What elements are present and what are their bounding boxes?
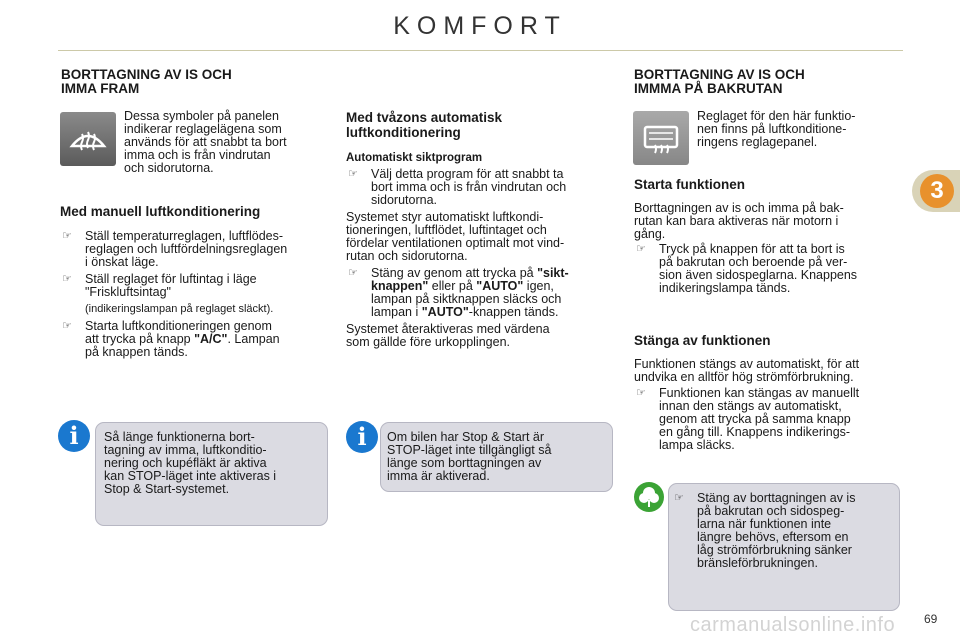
ac-label: "A/C" xyxy=(194,332,228,346)
eco-icon-wrap xyxy=(634,482,664,512)
start-heading: Starta funktionen xyxy=(634,177,746,192)
eco-line: Stäng av borttagningen av is xyxy=(697,491,856,505)
left-heading xyxy=(61,68,326,96)
bullet-line: genom att trycka på samma knapp xyxy=(659,412,851,426)
eco-line: larna när funktionen inte xyxy=(697,517,832,531)
page-title: KOMFORT xyxy=(393,12,567,40)
para-line: Systemet återaktiveras med värdena xyxy=(346,322,550,336)
info-line: Så länge funktionerna bort- xyxy=(104,430,255,444)
title-divider xyxy=(58,50,903,51)
para-line: rutan och sidorutorna. xyxy=(346,249,468,263)
bullet-line: Funktionen kan stängas av manuellt xyxy=(659,386,860,400)
list-item xyxy=(346,168,616,207)
rear-defrost-icon xyxy=(633,111,689,165)
bullet-line: lampa släcks. xyxy=(659,438,735,452)
bullet-line: Tryck på knappen för att ta bort is xyxy=(659,242,845,256)
pointing-hand-icon: ☞ xyxy=(348,267,358,279)
para-line: undvika en alltför hög strömförbrukning. xyxy=(634,370,854,384)
left-intro-line: används för att snabbt ta bort xyxy=(124,135,287,149)
bullet-line: sidorutorna. xyxy=(371,193,438,207)
left-heading-line2: IMMA FRAM xyxy=(61,81,140,96)
bullet-line xyxy=(371,306,616,319)
intro-line: nen finns på luftkonditione- xyxy=(697,122,847,136)
left-intro-line: indikerar reglagelägena som xyxy=(124,122,282,136)
pointing-hand-icon: ☞ xyxy=(62,320,72,332)
info-line: kan STOP-läget inte aktiveras i xyxy=(104,469,277,483)
heading-line: Med tvåzons automatisk xyxy=(346,110,503,125)
pointing-hand-icon: ☞ xyxy=(674,492,684,504)
bullet-line: innan den stängs av automatiskt, xyxy=(659,399,842,413)
auto-ac-heading xyxy=(346,110,616,140)
list-item xyxy=(60,230,330,269)
bullet-line: Välj detta program för att snabbt ta xyxy=(371,167,564,181)
list-item xyxy=(634,243,902,295)
eco-line: låg strömförbrukning sänker xyxy=(697,543,852,557)
list-item xyxy=(60,320,330,359)
pointing-hand-icon: ☞ xyxy=(636,387,646,399)
page-number: 69 xyxy=(924,612,938,626)
bullet-line: reglagen och luftfördelningsreglagen xyxy=(85,242,288,256)
auto-visibility-subheading: Automatiskt siktprogram xyxy=(346,152,483,164)
info-line: imma är aktiverad. xyxy=(387,469,490,483)
pointing-hand-icon: ☞ xyxy=(62,273,72,285)
watermark: carmanualsonline.info xyxy=(690,614,896,636)
front-defrost-icon xyxy=(60,112,116,166)
pointing-hand-icon: ☞ xyxy=(348,168,358,180)
heading-line: luftkonditionering xyxy=(346,125,461,140)
text-run: Stäng av genom att trycka på xyxy=(371,266,538,280)
right-heading xyxy=(634,68,904,96)
bullet-line: lampan på siktknappen släcks och xyxy=(371,292,562,306)
auto-label: "AUTO" xyxy=(421,305,469,319)
bullet-line: Starta luftkonditioneringen genom xyxy=(85,319,272,333)
left-info-box xyxy=(95,422,328,526)
manual-ac-heading: Med manuell luftkonditionering xyxy=(60,204,261,219)
list-item xyxy=(60,273,330,299)
list-item xyxy=(634,387,902,452)
right-heading-line1: BORTTAGNING AV IS OCH xyxy=(634,67,805,82)
para-line: rutan kan bara aktiveras när motorn i xyxy=(634,214,839,228)
text-run: knappen" xyxy=(371,279,429,293)
start-section xyxy=(634,177,902,295)
left-intro-line: imma och is från vindrutan xyxy=(124,148,271,162)
pointing-hand-icon: ☞ xyxy=(636,243,646,255)
bullet-line: sion även sidospeglarna. Knappens xyxy=(659,268,858,282)
bullet-line: Ställ temperaturreglagen, luftflödes- xyxy=(85,229,284,243)
pointing-hand-icon: ☞ xyxy=(62,230,72,242)
info-line: Stop & Start-systemet. xyxy=(104,482,230,496)
text-run: "sikt- xyxy=(537,266,569,280)
info-icon: i xyxy=(346,421,378,453)
eco-leaf-icon xyxy=(634,482,664,512)
text-run: . Lampan xyxy=(227,332,280,346)
auto-label: "AUTO" xyxy=(476,279,524,293)
list-item xyxy=(672,492,897,570)
bullet-line: en gång till. Knappens indikerings- xyxy=(659,425,851,439)
bullet-line: "Friskluftsintag" xyxy=(85,285,171,299)
intro-line: ringens reglagepanel. xyxy=(697,135,818,149)
note-text: (indikeringslampan på reglaget släckt). xyxy=(85,303,274,315)
para-line: fördelar ventilationen optimalt mot vind- xyxy=(346,236,565,250)
text-run: lampan i xyxy=(371,305,422,319)
bullet-line: Ställ reglaget för luftintag i läge xyxy=(85,272,257,286)
chapter-tab[interactable] xyxy=(912,170,960,212)
info-line: tagning av imma, luftkonditio- xyxy=(104,443,267,457)
left-info-icon-wrap xyxy=(58,420,90,452)
eco-line: bränsleförbrukningen. xyxy=(697,556,818,570)
middle-info-box xyxy=(380,422,613,492)
left-intro xyxy=(124,110,327,175)
chapter-number: 3 xyxy=(920,174,954,208)
manual-ac-section xyxy=(60,204,330,359)
eco-line: på bakrutan och sidospeg- xyxy=(697,504,845,518)
text-run: att trycka på knapp xyxy=(85,332,195,346)
text-run: -knappen tänds. xyxy=(468,305,559,319)
left-intro-line: och sidorutorna. xyxy=(124,161,214,175)
para-line: tioneringen, luftflödet, luftintaget och xyxy=(346,223,547,237)
text-run: igen, xyxy=(523,279,554,293)
intro-line: Reglaget för den här funktio- xyxy=(697,109,856,123)
para-line: Borttagningen av is och imma på bak- xyxy=(634,201,844,215)
eco-tip-box xyxy=(668,483,900,611)
right-intro xyxy=(697,110,899,149)
para-line: gång. xyxy=(634,227,666,241)
bullet-line: på knappen tänds. xyxy=(85,345,188,359)
bullet-line: indikeringslampa tänds. xyxy=(659,281,791,295)
para-line: Systemet styr automatiskt luftkondi- xyxy=(346,210,544,224)
list-item xyxy=(346,267,616,319)
info-line: nering och kupéfläkt är aktiva xyxy=(104,456,267,470)
middle-info-icon-wrap xyxy=(346,421,378,453)
bullet-line: bort imma och is från vindrutan och xyxy=(371,180,567,194)
para-line: Funktionen stängs av automatiskt, för att xyxy=(634,357,860,371)
middle-section xyxy=(346,110,616,349)
para-line: som gällde före urkopplingen. xyxy=(346,335,510,349)
info-line: Om bilen har Stop & Start är xyxy=(387,430,545,444)
text-run: eller på xyxy=(428,279,477,293)
info-line: länge som borttagningen av xyxy=(387,456,542,470)
eco-line: längre behövs, eftersom en xyxy=(697,530,849,544)
left-intro-line: Dessa symboler på panelen xyxy=(124,109,279,123)
info-line: STOP-läget inte tillgängligt så xyxy=(387,443,552,457)
bullet-line: på bakrutan och beroende på ver- xyxy=(659,255,848,269)
right-heading-line2: IMMMA PÅ BAKRUTAN xyxy=(634,81,783,96)
stop-heading: Stänga av funktionen xyxy=(634,333,771,348)
info-icon: i xyxy=(58,420,90,452)
stop-section xyxy=(634,333,902,452)
bullet-line: i önskat läge. xyxy=(85,255,159,269)
left-heading-line1: BORTTAGNING AV IS OCH xyxy=(61,67,232,82)
